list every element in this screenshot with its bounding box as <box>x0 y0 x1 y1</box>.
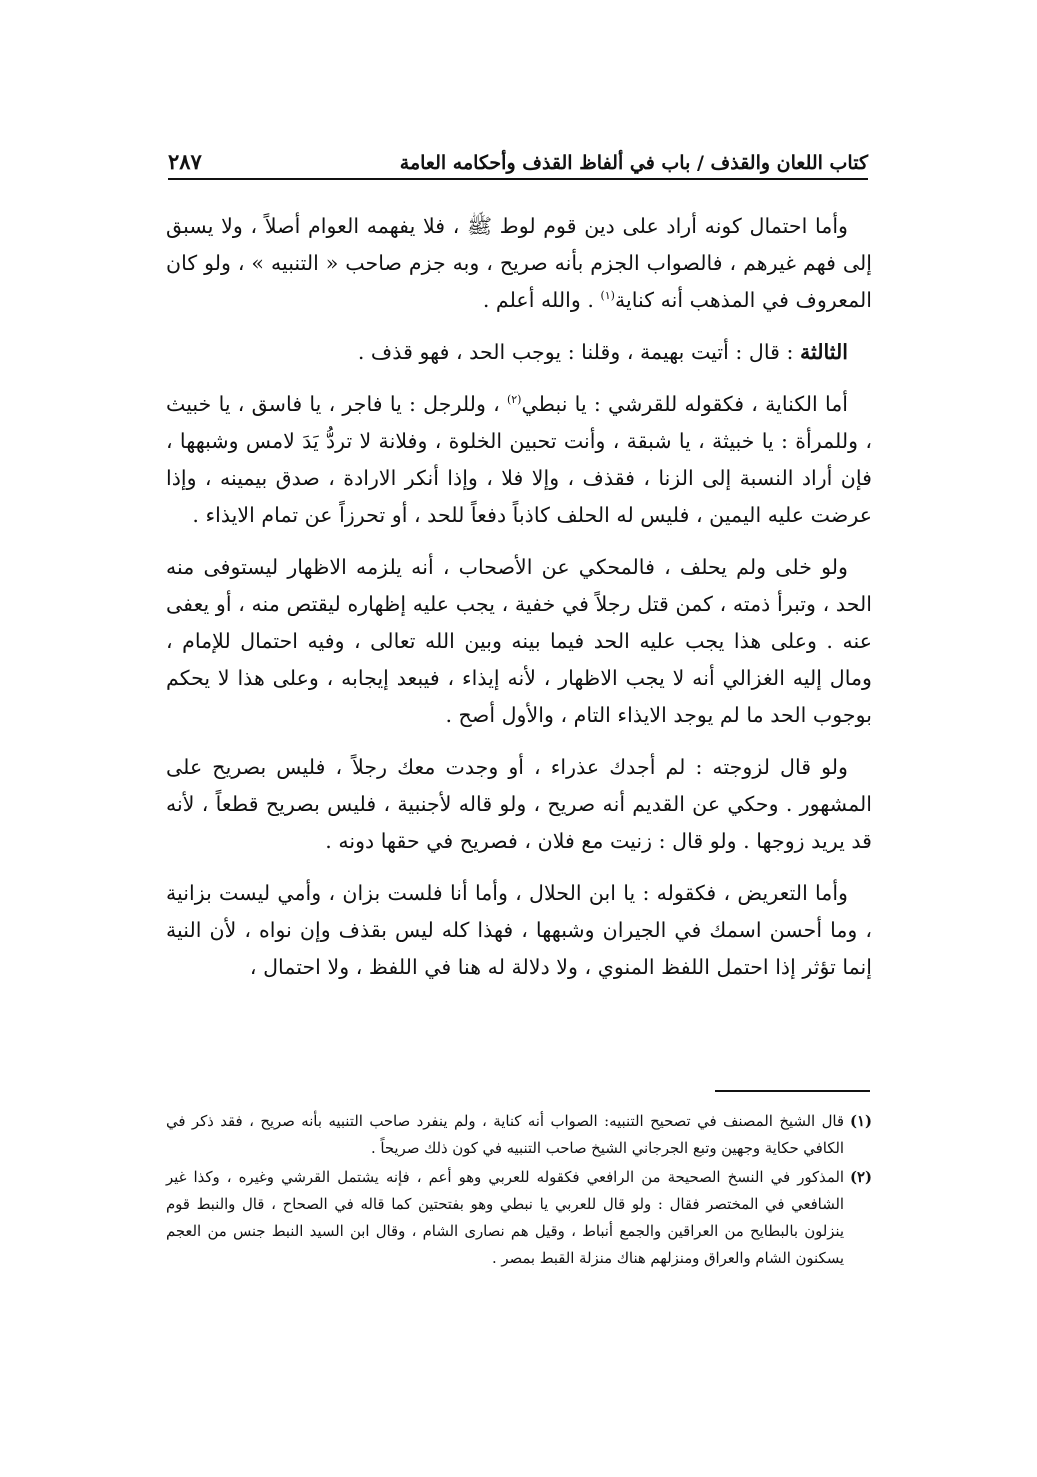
running-header <box>168 140 868 180</box>
main-text <box>166 208 872 1001</box>
footnote-text: المذكور في النسخ الصحيحة من الرافعي فكقوله للعربي وهو أعم ، فإنه يشتمل القرشي وغيره ، وكذا غير الشافعي في المختصر فقال : ولو قال للعربي يا نبطي وهو بفتحتين كما قاله في الصحاح ، قال والنبط قوم ينزلون بالبطايح من العراقين والجمع أنباط ، وقيل هم نصارى الشام ، وقال ابن السيد النبط جنس من العجم يسكنون الشام والعراق ومنزلهم هناك منزلة القبط بمصر . <box>166 1169 845 1267</box>
paragraph: وأما التعريض ، فكقوله : يا ابن الحلال ، وأما أنا فلست بزان ، وأمي ليست بزانية ، وما أحسن اسمك في الجيران وشبهها ، فهذا كله ليس بقذف وإن نواه ، لأن النية إنما تؤثر إذا احتمل اللفظ المنوي ، ولا دلالة له هنا في اللفظ ، ولا احتمال ، <box>166 881 872 979</box>
paragraph: وأما احتمال كونه أراد على دين قوم لوط ﷺ ، فلا يفهمه العوام أصلاً ، ولا يسبق إلى فهم غيرهم ، فالصواب الجزم بأنه صريح ، وبه جزم صاحب « التنبيه » ، ولو كان المعروف في المذهب أنه كناية$^{(١)}$ . والله أعلم . <box>166 214 872 312</box>
footnote-divider <box>715 1090 870 1092</box>
footnote <box>166 1164 872 1272</box>
footnotes <box>166 1108 872 1274</box>
footnote-ref[interactable]: (١) <box>600 289 615 303</box>
footnote-ref[interactable]: (٢) <box>506 393 522 407</box>
footnote-text: قال الشيخ المصنف في تصحيح التنبيه: الصواب أنه كناية ، ولم ينفرد صاحب التنبيه بأنه صريح ، فقد ذكر في الكافي حكاية وجهين وتبع الجرجاني الشيخ صاحب التنبيه في كون ذلك صريحاً . <box>166 1113 845 1157</box>
footnote-number: (٢) <box>850 1169 872 1186</box>
paragraph: ولو خلى ولم يحلف ، فالمحكي عن الأصحاب ، أنه يلزمه الاظهار ليستوفى منه الحد ، وتبرأ ذمته ، كمن قتل رجلاً في خفية ، يجب عليه إظهاره ليقتص منه ، أو يعفى عنه . وعلى هذا يجب عليه الحد فيما بينه وبين الله تعالى ، وفيه احتمال للإمام ، ومال إليه الغزالي أنه لا يجب الاظهار ، لأنه إيذاء ، فيبعد إيجابه ، وعلى هذا لا يحكم بوجوب الحد ما لم يوجد الايذاء التام ، والأول أصح . <box>166 555 872 727</box>
chapter-title: كتاب اللعان والقذف / باب في ألفاظ القذف وأحكامه العامة <box>399 152 868 174</box>
section-lead: الثالثة <box>799 340 848 364</box>
paragraph: أما الكناية ، فكقوله للقرشي : يا نبطي$^{(٢)}$ ، وللرجل : يا فاجر ، يا فاسق ، يا خبيث ، وللمرأة : يا خبيثة ، يا شبقة ، وأنت تحبين الخلوة ، وفلانة لا تردُّ يَدَ لامس وشبهها ، فإن أراد النسبة إلى الزنا ، فقذف ، وإلا فلا ، وإذا أنكر الارادة ، صدق بيمينه ، وإذا عرضت عليه اليمين ، فليس له الحلف كاذباً دفعاً للحد ، أو تحرزاً عن تمام الايذاء . <box>166 392 872 527</box>
paragraph: الثالثة : قال : أتيت بهيمة ، وقلنا : يوجب الحد ، فهو قذف . <box>357 340 848 364</box>
footnote <box>166 1108 872 1162</box>
footnote-number: (١) <box>850 1113 872 1130</box>
paragraph: ولو قال لزوجته : لم أجدك عذراء ، أو وجدت معك رجلاً ، فليس بصريح على المشهور . وحكي عن القديم أنه صريح ، ولو قاله لأجنبية ، فليس بصريح قطعاً ، لأنه قد يريد زوجها . ولو قال : زنيت مع فلان ، فصريح في حقها دونه . <box>166 755 872 853</box>
page-number: ٢٨٧ <box>168 149 202 174</box>
